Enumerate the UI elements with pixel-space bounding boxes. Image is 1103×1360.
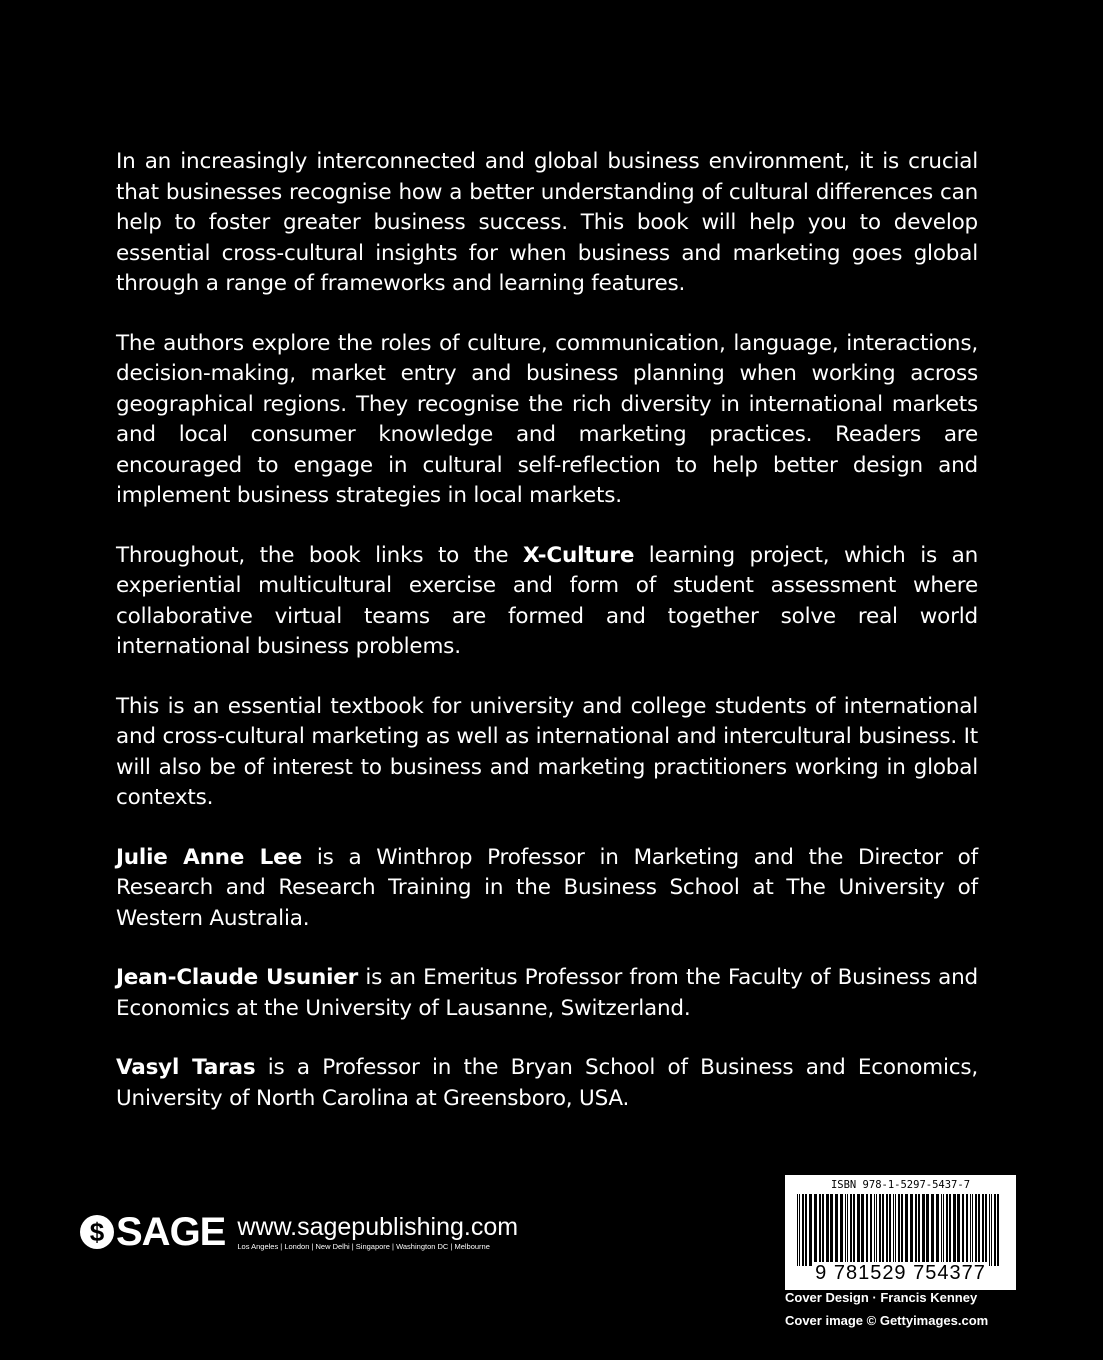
- sage-wordmark: SAGE: [116, 1209, 226, 1254]
- sage-logo-icon: [80, 1215, 114, 1249]
- barcode-bar: [835, 1194, 838, 1266]
- barcode-bar: [809, 1194, 812, 1266]
- author-description-1: is a Winthrop Professor in Marketing and the Director of Research and Research Training in the Business School at The University of Western Australia.: [116, 844, 978, 931]
- barcode-bar: [915, 1194, 917, 1266]
- barcode-bar: [874, 1194, 875, 1266]
- barcode-bar: [926, 1194, 929, 1266]
- barcode-bar: [889, 1194, 891, 1266]
- isbn-barcode: [785, 1175, 1016, 1290]
- barcode-bar: [966, 1194, 968, 1266]
- barcode-bar: [799, 1194, 800, 1266]
- barcode-bar: [970, 1194, 971, 1266]
- barcode-bar: [814, 1194, 817, 1266]
- blurb-paragraph-3-start: Throughout, the book links to the: [116, 542, 524, 568]
- barcode-bar: [949, 1194, 951, 1266]
- barcode-bar: [953, 1194, 956, 1266]
- barcode-bar: [989, 1194, 990, 1266]
- barcode-bar: [876, 1194, 877, 1266]
- barcode-bar: [853, 1194, 855, 1266]
- barcode-bar: [994, 1194, 996, 1266]
- barcode-bar: [905, 1194, 908, 1266]
- publisher-cities: Los Angeles | London | New Delhi | Singapore | Washington DC | Melbourne: [237, 1241, 490, 1251]
- barcode-bar: [866, 1194, 868, 1266]
- barcode-bar: [941, 1194, 942, 1266]
- author-description-3: is a Professor in the Bryan School of Business and Economics, University of North Carolina at Greensboro, USA.: [116, 1055, 978, 1111]
- barcode-bar: [805, 1194, 807, 1266]
- barcode-bar: [845, 1194, 846, 1266]
- barcode-bar: [847, 1194, 848, 1266]
- barcode-bar: [972, 1194, 973, 1266]
- publisher-url: www.sagepublishing.com: [237, 1212, 519, 1241]
- author-bio-3: [116, 1053, 978, 1114]
- barcode-bar: [882, 1194, 884, 1266]
- blurb-paragraph-1: In an increasingly interconnected and global business environment, it is crucial that businesses recognise how a better understanding of cultural differences can help to foster greater business success. This book will help you to develop essential cross-cultural insights for when business and marketing goes global through a range of frameworks and learning features.: [116, 149, 978, 296]
- barcode-bar: [975, 1194, 977, 1266]
- x-culture-highlight: X-Culture: [523, 542, 635, 568]
- blurb-paragraph-2: The authors explore the roles of culture, communication, language, interactions, decision-making, market entry and business planning when working across geographical regions. They recognise the rich diversity in international markets and local consumer knowledge and marketing practices. Readers are encouraged to engage in cultural self-reflection to help better design and implement business strategies in local markets.: [116, 330, 978, 508]
- barcode-bar: [946, 1194, 948, 1266]
- barcode-bar: [910, 1194, 913, 1266]
- isbn-label: ISBN 978-1-5297-5437-7: [830, 1179, 971, 1191]
- barcode-bar: [922, 1194, 925, 1266]
- blurb-paragraph-3: [116, 541, 978, 663]
- barcode-bars: [795, 1194, 1005, 1266]
- barcode-bar: [857, 1194, 860, 1266]
- barcode-bar: [819, 1194, 821, 1266]
- barcode-bar: [982, 1194, 984, 1266]
- barcode-bar: [879, 1194, 881, 1266]
- barcode-bar: [830, 1194, 833, 1266]
- back-cover-text: [116, 147, 978, 1143]
- barcode-bar: [898, 1194, 900, 1266]
- author-bio-2: [116, 963, 978, 1024]
- author-name-1: Julie Anne Lee: [116, 844, 302, 870]
- barcode-bar: [802, 1194, 804, 1266]
- publisher-info: [237, 1214, 518, 1251]
- barcode-bar: [826, 1194, 829, 1266]
- barcode-bar: [931, 1194, 934, 1266]
- barcode-bar: [997, 1194, 999, 1266]
- author-name-2: Jean-Claude Usunier: [116, 965, 359, 990]
- barcode-bar: [901, 1194, 903, 1266]
- cover-design-credit: Cover Design · Francis Kenney: [785, 1290, 978, 1305]
- sage-logo-glyph: $: [89, 1217, 105, 1247]
- barcode-bar: [991, 1194, 992, 1266]
- barcode-bar: [893, 1194, 894, 1266]
- barcode-bar: [918, 1194, 920, 1266]
- barcode-bar: [957, 1194, 960, 1266]
- barcode-bar: [797, 1194, 798, 1266]
- author-description-2: is an Emeritus Professor from the Faculty of Business and Economics at the University of Lausanne, Switzerland.: [116, 965, 978, 1021]
- cover-image-credit: Cover image © Gettyimages.com: [785, 1313, 989, 1328]
- barcode-bar: [850, 1194, 852, 1266]
- barcode-bar: [822, 1194, 824, 1266]
- blurb-paragraph-3-end: learning project, which is an experiential multicultural exercise and form of student assessment where collaborative virtual teams are formed and together solve real world international business problems.: [116, 542, 978, 659]
- author-bio-1: [116, 843, 978, 935]
- barcode-digits-text: 9 781529 754377: [815, 1262, 986, 1284]
- publisher-logo: [80, 1207, 518, 1257]
- barcode-bar: [840, 1194, 843, 1266]
- author-name-3: Vasyl Taras: [116, 1055, 256, 1080]
- barcode-bar: [943, 1194, 944, 1266]
- blurb-paragraph-4: This is an essential textbook for university and college students of international and cross-cultural marketing as well as international and intercultural business. It will also be of interest to business and marketing practitioners working in global contexts.: [116, 693, 978, 810]
- barcode-bar: [886, 1194, 888, 1266]
- barcode-bar: [962, 1194, 964, 1266]
- barcode-bar: [985, 1194, 987, 1266]
- barcode-graphic: [795, 1194, 1005, 1266]
- barcode-digits: [785, 1262, 1016, 1285]
- barcode-bar: [978, 1194, 980, 1266]
- barcode-bar: [861, 1194, 864, 1266]
- barcode-bar: [870, 1194, 872, 1266]
- barcode-bar: [936, 1194, 939, 1266]
- barcode-bar: [895, 1194, 896, 1266]
